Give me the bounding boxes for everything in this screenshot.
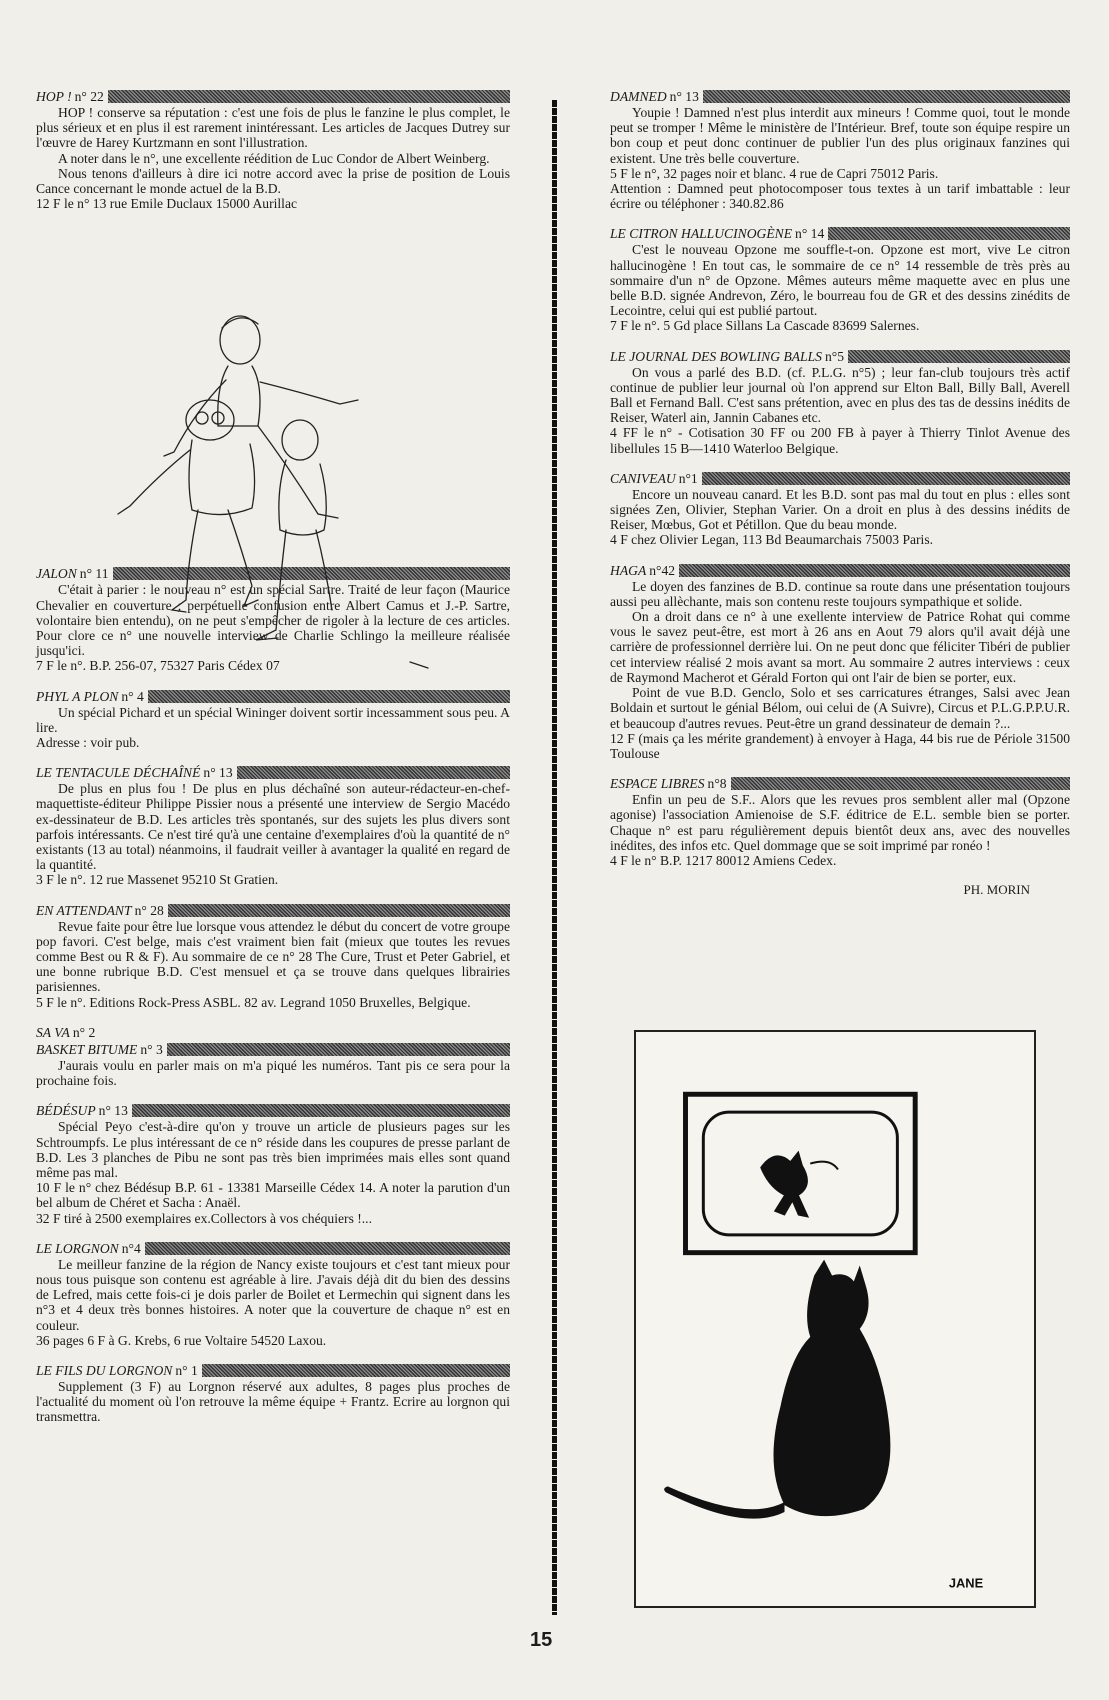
- entry-paragraph: A noter dans le n°, une excellente réédition de Luc Condor de Albert Weinberg.: [58, 150, 490, 166]
- fanzine-entry: [36, 688, 510, 751]
- column-divider: [552, 100, 557, 1615]
- entry-title: SA VA: [36, 1024, 70, 1040]
- entry-title: DAMNED: [610, 88, 667, 104]
- heading-rule: [828, 227, 1070, 240]
- entry-heading: [36, 764, 510, 781]
- cat-tv-drawing: [636, 1032, 1034, 1606]
- issue-number: n° 13: [98, 1103, 128, 1119]
- entry-heading: [36, 1362, 510, 1379]
- entry-paragraph: Le doyen des fanzines de B.D. continue sa route dans une présentation toujours aussi peu allèchante, mais son contenu reste toujours sympathique et solide.: [610, 578, 1070, 609]
- issue-number: n°42: [649, 562, 676, 578]
- issue-number: n°4: [121, 1240, 141, 1256]
- right-column: [610, 88, 1070, 898]
- issue-number: n°5: [824, 348, 845, 364]
- fanzine-entry: [610, 775, 1070, 868]
- entry-price-address: 4 F le n° B.P. 1217 80012 Amiens Cedex.: [610, 852, 837, 868]
- entry-paragraph: Un spécial Pichard et un spécial Wininger doivent sortir incessamment sous peu. A lire.: [36, 704, 510, 735]
- entry-heading: [610, 225, 1070, 242]
- heading-rule: [848, 350, 1070, 363]
- entry-title: EN ATTENDANT: [36, 902, 132, 918]
- heading-rule: [168, 904, 510, 917]
- entry-title: LE TENTACULE DÉCHAÎNÉ: [36, 765, 201, 781]
- entry-price-address: 4 FF le n° - Cotisation 30 FF ou 200 FB à payer à Thierry Tinlot Avenue des libellules 15 B—1410 Waterloo Belgique.: [610, 425, 1070, 456]
- entry-title: LE JOURNAL DES BOWLING BALLS: [610, 348, 822, 364]
- entry-price-address: 36 pages 6 F à G. Krebs, 6 rue Voltaire 54520 Laxou.: [36, 1332, 327, 1348]
- entry-title: ESPACE LIBRES: [610, 776, 705, 791]
- entry-heading: [36, 902, 510, 919]
- entry-price-address: 7 F le n°. B.P. 256-07, 75327 Paris Cédex 07: [36, 658, 280, 674]
- entry-paragraph: Point de vue B.D. Genclo, Solo et ses carricatures étranges, Salsi avec Jean Boldain et surtout le génial Bélom, oui celui de (A Suivre), Circus et P.L.G.P.P.U.R. et beaucoup d'autres revues. Peut-être un grand dessinateur de demain ?...: [610, 685, 1070, 731]
- entry-heading: [610, 348, 1070, 365]
- entry-heading: [610, 775, 1070, 792]
- issue-number: n° 4: [121, 688, 144, 704]
- entry-heading: [36, 688, 510, 705]
- entry-paragraph: Le meilleur fanzine de la région de Nancy existe toujours et c'est tant mieux pour nous tous puisque son contenu est agréable à lire. J'avais déjà dit du bien des dessins de Lefred, mais cette fois-ci je dois parler de Boilet et Lermechin qui signent dans les n°3 et 4 deux très bonnes histoires. A noter que la couverture de chaque n° est en couleur.: [36, 1256, 510, 1333]
- entry-title: LE LORGNON: [36, 1240, 119, 1256]
- sketch-illustration: [110, 310, 440, 690]
- entry-price-address: Attention : Damned peut photocomposer tous textes à un tarif imbattable : leur écrire ou téléphoner : 340.82.86: [610, 181, 1070, 212]
- issue-number: n° 28: [134, 902, 164, 918]
- fanzine-entry: [36, 88, 510, 211]
- entry-heading: [610, 562, 1070, 579]
- entry-paragraph: C'est le nouveau Opzone me souffle-t-on. Opzone est mort, vive Le citron hallucinogène ! En tout cas, le sommaire de ce n° 14 ressemble de très près au sommaire d'un n° de Opzone. Mêmes auteurs même maquette avec en plus une belle B.D. signée Andrevon, Zéro, le bourreau fou de GR et des dessins zinédits de Lecointre, celui qui est publié partout.: [610, 242, 1070, 319]
- heading-rule: [167, 1043, 510, 1056]
- entry-price-address: 7 F le n°. 5 Gd place Sillans La Cascade 83699 Salernes.: [610, 318, 920, 334]
- entry-heading: [36, 1240, 510, 1257]
- entry-title: LE FILS DU LORGNON: [36, 1362, 173, 1378]
- entry-paragraph: On vous a parlé des B.D. (cf. P.L.G. n°5) ; leur fan-club toujours très actif continue de publier leur journal où l'on apprend sur Elton Ball, Billy Ball, Averell Ball et Fernand Ball. C'est sans prétention, avec en plus des tas de dessins inédits de Reiser, Waterl ain, Jannin Cabanes etc.: [610, 364, 1070, 426]
- entry-paragraph: HOP ! conserve sa réputation : c'est une fois de plus le fanzine le plus complet, le plus sérieux et en plus il est rarement inintéressant. Les articles de Jacques Dutrey sur l'œuvre de Harey Kurtzmann en sont l'illustration.: [36, 105, 510, 151]
- entry-paragraph: C'était à parier : le nouveau n° est un spécial Sartre. Traité de leur façon (Maurice Chevalier en couverture ; perpétuelle confusion entre Albert Camus et J.-P. Sartre, volontaire bien entendu), on ne peut s'empêcher de rigoler à la lecture de ces articles. Pour clore ce n° une nouvelle interview de Charlie Schlingo la meilleure réalisée jusqu'ici.: [36, 582, 510, 659]
- author-signature: PH. MORIN: [963, 882, 1030, 898]
- entry-paragraph: J'aurais voulu en parler mais on m'a piqué les numéros. Tant pis ce sera pour la prochaine fois.: [36, 1057, 510, 1089]
- entry-heading: [610, 88, 1070, 105]
- entry-price-address: 5 F le n°, 32 pages noir et blanc. 4 rue de Capri 75012 Paris.: [610, 165, 939, 181]
- entry-paragraph: Encore un nouveau canard. Et les B.D. sont pas mal du tout en plus : elles sont signées Zen, Olivier, Stephan Varier. On a droit en plus à des dessins inédits de Reiser, Mœbus, Got et Pétillon. Que du beau monde.: [610, 486, 1070, 533]
- heading-rule: [202, 1364, 510, 1377]
- page-number: 15: [530, 1629, 553, 1651]
- entry-paragraph: Supplement (3 F) au Lorgnon réservé aux adultes, 8 pages plus proches de l'actualité du moment où l'on retrouve la même équipe + Frantz. Ecrire au lorgnon qui transmettra.: [36, 1378, 510, 1425]
- fanzine-entry: [36, 902, 510, 1010]
- entry-paragraph: On a droit dans ce n° à une exellente interview de Patrice Rohat qui comme vous le savez peut-être, est mort à 26 ans en Aout 79 alors qu'il avait déjà une carrière de professionnel derrière lui. On ne peut donc que féliciter Tibéri de publier cet interview réalisé 2 mois avant sa mort. Au sommaire 2 autres interviews : ceux de Raymond Macherot et Gérald Forton qui ont l'air de bien se porter, eux.: [610, 609, 1070, 685]
- entry-paragraph: Revue faite pour être lue lorsque vous attendez le début du concert de votre groupe pop favori. C'est belge, mais c'est vraiment bien fait (mieux que toutes les revues comme Best ou R & F). Au sommaire de ce n° 28 The Cure, Trust et Peter Gabriel, et une bonne rubrique B.D. C'est mensuel et ça se trouve dans quelques librairies parisiennes.: [36, 918, 510, 995]
- entry-title: PHYL A PLON: [36, 688, 119, 704]
- entry-title: BASKET BITUME: [36, 1041, 138, 1057]
- left-column: [36, 88, 510, 1439]
- heading-rule: [703, 90, 1070, 103]
- fanzine-entry: [610, 348, 1070, 456]
- entry-paragraph: Enfin un peu de S.F.. Alors que les revues pros semblent aller mal (Opzone agonise) l'association Amienoise de S.F. éditrice de E.L. semble bien se porter. Chaque n° est paru régulièrement depuis bientôt deux ans, avec des nouvelles inédites, des infos etc. Quel dommage que se soit imprimé par ronéo !: [610, 792, 1070, 853]
- entry-heading: [36, 88, 510, 105]
- heading-rule: [679, 564, 1070, 577]
- entry-heading: [36, 1024, 510, 1041]
- entry-price-address: 3 F le n°. 12 rue Massenet 95210 St Gratien.: [36, 872, 279, 888]
- fanzine-entry: [36, 1240, 510, 1348]
- entry-heading: [610, 470, 1070, 487]
- issue-number: n° 1: [175, 1362, 198, 1378]
- heading-rule: [148, 690, 510, 703]
- entry-price-address: 12 F (mais ça les mérite grandement) à envoyer à Haga, 44 bis rue de Périole 31500 Toulouse: [610, 730, 1070, 761]
- fanzine-entry: [36, 1041, 510, 1088]
- entry-paragraph: Nous tenons d'ailleurs à dire ici notre accord avec la prise de position de Louis Cance concernant le monde actuel de la B.D.: [36, 165, 510, 197]
- heading-rule: [237, 766, 510, 779]
- fanzine-entry: [36, 1024, 510, 1041]
- entry-heading: [36, 1102, 510, 1119]
- entry-title: LE CITRON HALLUCINOGÈNE: [610, 226, 793, 242]
- entry-price-address: 4 F chez Olivier Legan, 113 Bd Beaumarchais 75003 Paris.: [610, 532, 934, 548]
- heading-rule: [145, 1242, 510, 1255]
- entry-title: HAGA: [610, 562, 647, 578]
- heading-rule: [702, 472, 1070, 485]
- issue-number: n° 13: [203, 765, 233, 781]
- heading-rule: [132, 1104, 510, 1117]
- entry-title: JALON: [36, 566, 77, 582]
- entry-heading: [36, 1041, 510, 1058]
- entry-price-address: Adresse : voir pub.: [36, 735, 140, 751]
- issue-number: n° 22: [74, 88, 104, 104]
- entry-price-address: 10 F le n° chez Bédésup B.P. 61 - 13381 Marseille Cédex 14. A noter la parution d'un bel album de Chéret et Sacha : Anaël.: [36, 1180, 510, 1211]
- entry-price-address: 32 F tiré à 2500 exemplaires ex.Collectors à vos chéquiers !...: [36, 1210, 372, 1226]
- entry-price-address: 5 F le n°. Editions Rock-Press ASBL. 82 av. Legrand 1050 Bruxelles, Belgique.: [36, 994, 471, 1010]
- issue-number: n° 13: [669, 88, 699, 104]
- heading-rule: [731, 777, 1070, 790]
- entry-paragraph: De plus en plus fou ! De plus en plus déchaîné son auteur-rédacteur-en-chef-maquettiste-éditeur Philippe Pissier nous a présenté une interview de Sergio Macédo ex-dessinateur de B.D. Les articles très spontanés, sur des sujets les plus divers sont parfois intéressants. Ce n'est tiré qu'à une centaine d'exemplaires d'où la quantité de n° existants (13 au total) néanmoins, il faudrait veiller à avantager la qualité en regard de la quantité.: [36, 781, 510, 873]
- entry-title: HOP !: [36, 88, 72, 104]
- entry-price-address: 12 F le n° 13 rue Emile Duclaux 15000 Aurillac: [36, 196, 298, 212]
- fanzine-entry: [610, 562, 1070, 761]
- heading-rule: [108, 90, 510, 103]
- illustration-credit: JANE: [948, 1575, 984, 1591]
- fanzine-entry: [36, 1362, 510, 1425]
- issue-number: n° 14: [795, 226, 825, 242]
- fanzine-entry: [610, 225, 1070, 333]
- entry-title: BÉDÉSUP: [36, 1103, 96, 1119]
- issue-number: n° 2: [72, 1024, 96, 1040]
- issue-number: n°8: [707, 776, 727, 791]
- entry-paragraph: Youpie ! Damned n'est plus interdit aux mineurs ! Comme quoi, tout le monde peut se tromper ! Même le ministère de l'Intérieur. Bref, toute son équipe respire un bon coup et peut donc continuer de publier l'un des plus originaux fanzines qui existent. Une très belle couverture.: [610, 105, 1070, 166]
- entry-paragraph: Spécial Peyo c'est-à-dire qu'on y trouve un article de plusieurs pages sur les Schtroumpfs. Le plus intéressant de ce n° réside dans les coupures de presse parlant de B.D. Les 3 planches de Pibu ne sont pas très bien imprimées mais elles sont quand même pas mal.: [36, 1119, 510, 1180]
- issue-number: n°1: [678, 470, 698, 486]
- fanzine-entry: [610, 470, 1070, 548]
- fanzine-entry: [36, 764, 510, 887]
- issue-number: n° 3: [140, 1041, 163, 1057]
- entry-title: CANIVEAU: [610, 470, 676, 486]
- cat-tv-illustration: [634, 1030, 1036, 1608]
- issue-number: n° 11: [79, 566, 109, 582]
- fanzine-entry: [610, 88, 1070, 211]
- fanzine-entry: [36, 1102, 510, 1225]
